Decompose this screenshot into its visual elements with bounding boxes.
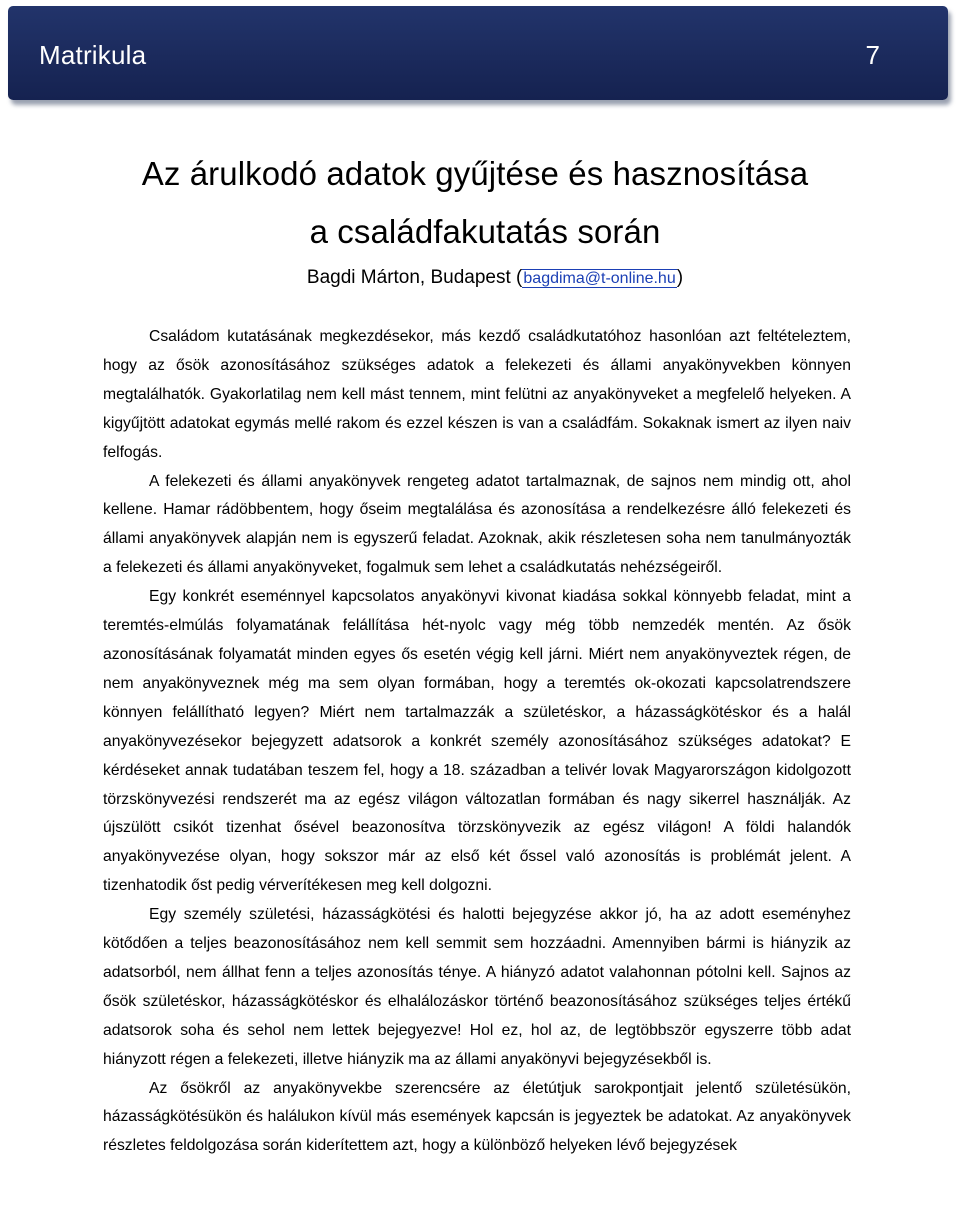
paragraph: A felekezeti és állami anyakönyvek rengeteg adatot tartalmaznak, de sajnos nem mindig ott, ahol kellene. Hamar rádöbbentem, hogy őseim megtalálása és azonosítása a rendelkezésre álló felekezeti és állami anyakönyvek alapján nem is egyszerű feladat. Azoknak, akik részletesen soha nem tanulmányozták a felekezeti és állami anyakönyveket, fogalmuk sem lehet a családkutatás nehézségeiről. xyxy=(103,472,851,577)
author-name: Bagdi Márton, Budapest ( xyxy=(306,267,523,288)
journal-title: Matrikula xyxy=(39,40,147,70)
paragraph: Egy konkrét eseménnyel kapcsolatos anyakönyvi kivonat kiadása sokkal könnyebb feladat, mint a teremtés-elmúlás folyamatának felállítása hét-nyolc vagy még több nemzedék mentén. Az ősök azonosításának folyamatát minden egyes ős esetén végig kell járni. Miért nem anyakönyveztek régen, de nem anyakönyveznek még ma sem olyan formában, hogy a teremtés ok-okozati kapcsolatrendszere könnyen felállítható legyen? Miért nem tartalmazzák a születéskor, a házasságkötéskor és a halál anyakönyvezésekor bejegyzett adatsorok a konkrét személy azonosításához szükséges adatokat? E kérdéseket annak tudatában teszem fel, hogy a 18. században a telivér lovak Magyarországon kidolgozott törzskönyvezési rendszerét ma az egész világon változatlan formában és nagy sikerrel használják. Az újszülött csikót tizenhat ősével beazonosítva törzskönyvezik az egész világon! A földi halandók anyakönyvezése olyan, hogy sokszor már az első két őssel való azonosítás is problémát jelent. A tizenhatodik őst pedig vérverítékesen meg kell dolgozni. xyxy=(103,588,851,895)
author-line xyxy=(15,265,960,292)
author-suffix: ) xyxy=(676,267,684,288)
paragraph: Családom kutatásának megkezdésekor, más kezdő családkutatóhoz hasonlóan azt feltételeztem, hogy az ősök azonosításához szükséges adatok a felekezeti és állami anyakönyvekben könnyen megtalálhatók. Gyakorlatilag nem kell mást tennem, mint felütni az anyakönyveket a megfelelő helyeken. A kigyűjtött adatokat egymás mellé rakom és ezzel készen is van a családfám. Sokaknak ismert az ilyen naiv felfogás. xyxy=(103,328,851,461)
paragraph: Az ősökről az anyakönyvekbe szerencsére az életútjuk sarokpontjait jelentő születésükön, házasságkötésükön és halálukon kívül más események kapcsán is jegyeztek be adatokat. Az anyakönyvek részletes feldolgozása során kiderítettem azt, hogy a különböző helyeken lévő bejegyzések xyxy=(103,1079,851,1155)
article-title-line-2: a családfakutatás során xyxy=(309,213,661,250)
page-number: 7 xyxy=(865,40,880,70)
article-body xyxy=(103,323,851,1161)
author-email-link[interactable]: bagdima@t-online.hu xyxy=(523,270,676,287)
running-header xyxy=(8,6,948,100)
article-title-line-1: Az árulkodó adatok gyűjtése és hasznosítása xyxy=(141,155,809,192)
paragraph: Egy személy születési, házasságkötési és halotti bejegyzése akkor jó, ha az adott eseményhez kötődően a teljes beazonosításához nem kell semmit sem hozzáadni. Amennyiben bármi is hiányzik az adatsorból, nem állhat fenn a teljes azonosítás ténye. A hiányzó adatot valahonnan pótolni kell. Sajnos az ősök születéskor, házasságkötéskor és elhalálozáskor történő beazonosításához szükséges teljes értékű adatsorok soha és sehol nem lettek bejegyezve! Hol ez, hol az, de legtöbbször egyszerre több adat hiányzott régen a felekezeti, illetve hiányzik ma az állami anyakönyvi bejegyzésekből is. xyxy=(103,906,851,1068)
